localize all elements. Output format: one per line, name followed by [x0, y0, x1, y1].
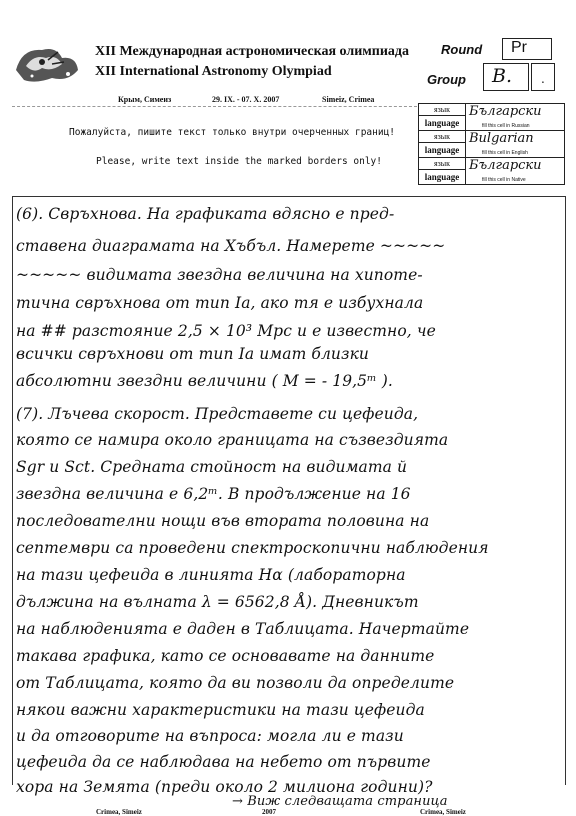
language-caption: fill this cell in Russian	[482, 123, 530, 129]
place-ru: Крым, Симеиз	[118, 95, 172, 104]
text-line: последователни нощи във втората половина на	[16, 512, 430, 530]
text-line: Sgr и Sct. Средната стойност на видимата й	[16, 458, 408, 476]
language-caption: fill this cell in Native	[482, 177, 526, 183]
language-value: Български	[469, 104, 542, 119]
language-label-en: language	[424, 172, 460, 182]
language-table	[418, 103, 565, 185]
language-row	[419, 131, 565, 158]
olympiad-title-en: XII International Astronomy Olympiad	[95, 64, 332, 79]
text-line: и да отговорите на въпроса: могла ли е тази	[16, 727, 404, 745]
language-value: Български	[469, 158, 542, 173]
olympiad-logo-icon	[12, 40, 82, 86]
group-field[interactable]	[483, 63, 529, 91]
language-value: Bulgarian	[469, 131, 534, 146]
group-label: Group	[427, 72, 466, 87]
group-extra-value: .	[541, 72, 545, 86]
language-row	[419, 158, 565, 185]
footer-right: Crimea, Simeiz	[420, 808, 466, 816]
text-line: ~~~~~ видимата звездна величина на хипоте-	[16, 266, 423, 284]
language-label-ru: язык	[419, 131, 465, 143]
language-native-field[interactable]	[466, 158, 565, 185]
header-divider	[12, 106, 417, 107]
text-line: на ## разстояние 2,5 × 10³ Mpc и е известно, че	[16, 322, 436, 340]
text-line: звездна величина е 6,2ᵐ. В продължение на 16	[16, 485, 411, 503]
next-page-note: → Виж следващата страница	[232, 794, 448, 809]
round-field[interactable]	[502, 38, 552, 60]
text-line: тична свръхнова от тип Ia, ако тя е избухнала	[16, 294, 424, 312]
footer-center: 2007	[262, 808, 276, 816]
text-line: от Таблицата, която да ви позволи да определите	[16, 674, 455, 692]
text-line: (6). Свръхнова. На графиката вдясно е пред-	[16, 205, 395, 223]
text-line: септември са проведени спектроскопични наблюдения	[16, 539, 489, 557]
round-value: Pr	[511, 39, 527, 56]
footer-left: Crimea, Simeiz	[96, 808, 142, 816]
notice-ru: Пожалуйста, пишите текст только внутри очерченных границ!	[69, 127, 396, 138]
language-english-field[interactable]	[466, 131, 565, 158]
language-label-en: language	[424, 145, 460, 155]
text-line: на тази цефеида в линията Hα (лабораторна	[16, 566, 406, 584]
text-line: такава графика, като се основавате на данните	[16, 647, 435, 665]
olympiad-dates: 29. IX. - 07. X. 2007	[212, 95, 280, 104]
text-line: абсолютни звездни величини ( M = - 19,5ᵐ ).	[16, 372, 393, 390]
text-line: дължина на вълната λ = 6562,8 Å). Дневникът	[16, 593, 419, 611]
round-label: Round	[441, 42, 483, 57]
text-line: на наблюденията е даден в Таблицата. Начертайте	[16, 620, 470, 638]
text-line: която се намира около границата на съзвездията	[16, 431, 449, 449]
language-label-en: language	[424, 118, 460, 128]
group-extra-field[interactable]	[531, 63, 555, 91]
notice-en: Please, write text inside the marked borders only!	[96, 156, 382, 167]
text-line: всички свръхнови от тип Ia имат близки	[16, 345, 370, 363]
place-en: Simeiz, Crimea	[322, 95, 375, 104]
group-value: В.	[492, 65, 513, 87]
language-caption: fill this cell in English	[482, 150, 528, 156]
language-label-ru: язык	[419, 104, 465, 116]
text-line: ставена диаграмата на Хъбъл. Намерете ~~~~~	[16, 237, 446, 255]
text-line: цефеида да се наблюдава на небето от първите	[16, 753, 431, 771]
text-line: хора на Земята (преди около 2 милиона години)?	[16, 778, 433, 796]
olympiad-title-ru: XII Международная астрономическая олимпиада	[95, 44, 410, 59]
language-row	[419, 104, 565, 131]
language-russian-field[interactable]	[466, 104, 565, 131]
text-line: някои важни характеристики на тази цефеида	[16, 701, 425, 719]
language-label-ru: язык	[419, 158, 465, 170]
text-line: (7). Лъчева скорост. Представете си цефеида,	[16, 405, 419, 423]
